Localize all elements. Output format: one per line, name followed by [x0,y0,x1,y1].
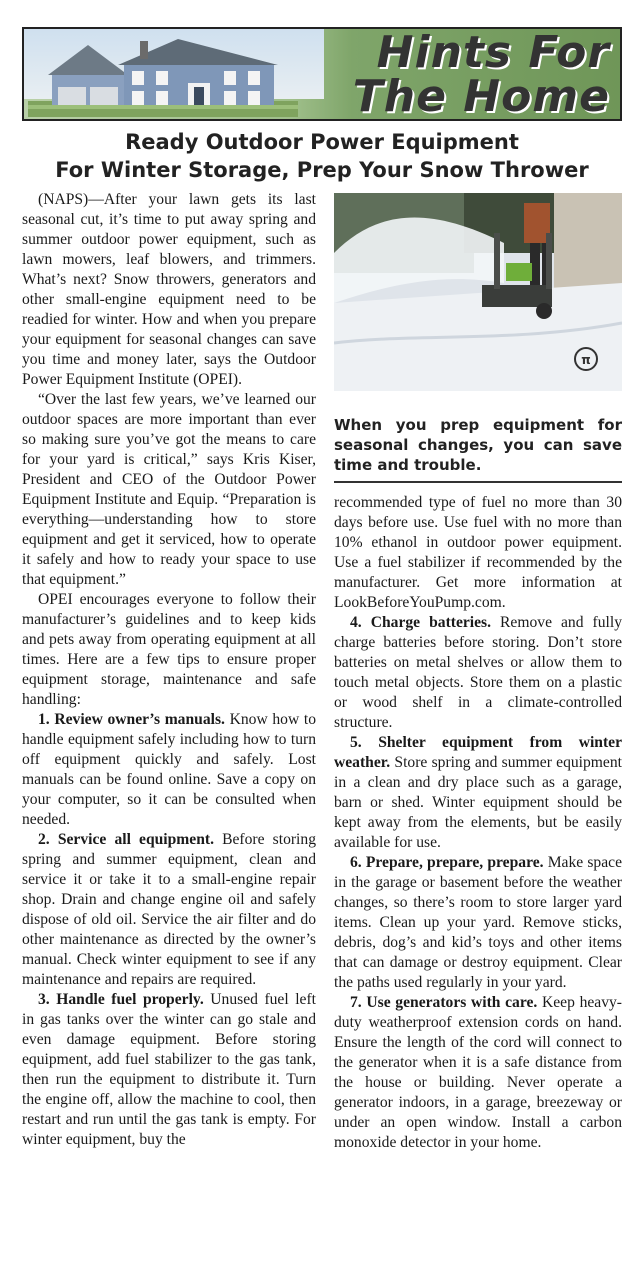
tip-3-body: Unused fuel left in gas tanks over the winter can go stale and even damage equipment. Before storing equipment, add fuel stabilizer to the gas tank, then run the equipment to distribute it. Turn the engine off, allow the machine to cool, then restart and run until the gas tank is empty. For winter equipment, buy the [22,991,316,1148]
tip-5-heading: 5. Shelter equipment from winter weather. [334,734,622,771]
house-illustration [28,35,298,117]
paragraph-quote: “Over the last few years, we’ve learned our outdoor spaces are more important than ever so making sure you’ve got the means to care for your yard is critical,” says Kris Kiser, President and CEO of the Outdoor Power Equipment Institute and Equip. “Preparation is everything—understanding how to store equipment and get it serviced, how to operate it safely and how to ready your space to use that equipment.” [22,391,316,588]
banner-title-line2: The Home [352,71,610,121]
tip-6-heading: 6. Prepare, prepare, prepare. [350,854,544,871]
tip-4 [334,613,622,733]
tip-4-heading: 4. Charge batteries. [350,614,492,631]
tip-7-body: Keep heavy-duty weatherproof extension cords on hand. Ensure the length of the cord will connect to the generator when it is a safe distance from the house or building. Never operate a generator indoors, in a garage, breezeway or under an open window. Install a carbon monoxide detector in your home. [334,994,622,1151]
tip-2-heading: 2. Service all equipment. [38,831,214,848]
tip-2-body: Before storing spring and summer equipment, clean and service it or take it to a small-engine repair shop. Drain and change engine oil and safely dispose of old oil. Service the air filter and do other maintenance as directed by the owner’s manual. Check winter equipment to see if any maintenance and repairs are required. [22,831,316,988]
snow-thrower-image [334,193,622,391]
tip-5 [334,733,622,853]
tip-2 [22,830,316,990]
tip-6-body: Make space in the garage or basement before the weather changes, so there’s room to store larger yard items. Clean up your yard. Remove sticks, debris, dog’s and kid’s toys and other items that can damage or destroy equipment. Clear the paths used regularly in your yard. [334,854,622,991]
article-headline [22,128,622,184]
banner-title-line1: Hints For [376,27,610,78]
tip-7 [334,993,622,1153]
tip-3-continued: recommended type of fuel no more than 30 days before use. Use fuel with no more than 10% ethanol in outdoor power equipment. Use a fuel stabilizer if recommended by the manufacturer. Get more information at LookBeforeYouPump.com. [334,494,622,611]
tip-1-heading: 1. Review owner’s manuals. [38,711,225,728]
tip-1 [22,710,316,830]
tip-1-body: Know how to handle equipment safely including how to turn off equipment quickly and safely. Lost manuals can be found online. Save a copy on your computer, so it can be consulted when needed. [22,711,317,828]
tip-7-heading: 7. Use generators with care. [350,994,538,1011]
banner-title [300,27,610,121]
paragraph-intro: (NAPS)—After your lawn gets its last seasonal cut, it’s time to put away spring and summer outdoor power equipment, such as lawn mowers, leaf blowers, and trimmers. What’s next? Snow throwers, generators and other small-engine equipment need to be readied for winter. How and when you prepare your equipment for seasonal changes can save you time and money later, says the Outdoor Power Equipment Institute (OPEI). [22,191,316,388]
tip-3-heading: 3. Handle fuel properly. [38,991,204,1008]
column-banner [22,27,622,121]
snow-thrower-photo [334,193,622,391]
tip-4-body: Remove and fully charge batteries before storing. Don’t store batteries on metal shelves or allow them to touch metal objects. Store them on a plastic or wood shelf in a climate-controlled structure. [334,614,622,731]
headline-line1: Ready Outdoor Power Equipment [125,130,519,154]
tip-5-body: Store spring and summer equipment in a clean and dry place such as a garage, barn or shed. Winter equipment should be kept away from the elements, but be easily available for use. [334,754,622,851]
article-left-column [22,190,316,1150]
tip-3 [22,990,316,1150]
paragraph-opei: OPEI encourages everyone to follow their manufacturer’s guidelines and to keep kids and pets away from operating equipment at all times. Here are a few tips to ensure proper equipment storage, maintenance and safe handling: [22,591,316,708]
caption-divider [334,481,622,483]
article-right-column [334,493,622,1153]
svg-text:π: π [581,353,591,367]
photo-caption: When you prep equipment for seasonal changes, you can save time and trouble. [334,416,622,474]
tip-6 [334,853,622,993]
headline-line2: For Winter Storage, Prep Your Snow Thrower [55,158,589,182]
